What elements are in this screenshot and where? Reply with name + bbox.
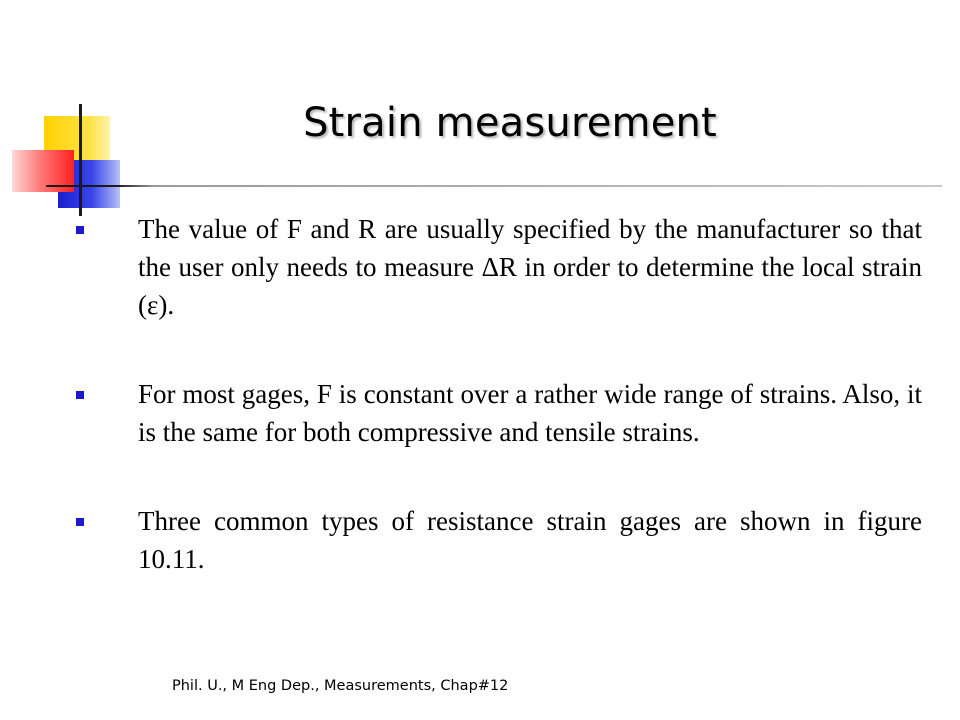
slide-title: Strain measurement — [303, 100, 717, 146]
bullet-text: The value of F and R are usually specified by the manufacturer so that the user only needs to measure ΔR in order to determine the local strain (ε). — [138, 214, 922, 320]
bullet-marker-icon — [76, 226, 84, 234]
bullet-item — [76, 375, 922, 451]
vertical-rule — [79, 104, 82, 216]
bullet-list — [76, 210, 922, 578]
bullet-text: For most gages, F is constant over a rather wide range of strains. Also, it is the same for both compressive and tensile strains. — [138, 379, 922, 447]
bullet-item — [76, 502, 922, 578]
slide-footer: Phil. U., M Eng Dep., Measurements, Chap#12 — [172, 678, 509, 694]
title-underline-rule — [46, 185, 942, 187]
decorative-logo — [0, 0, 140, 220]
bullet-text: Three common types of resistance strain gages are shown in figure 10.11. — [138, 506, 922, 574]
bullet-marker-icon — [76, 391, 84, 399]
bullet-item — [76, 210, 922, 324]
bullet-marker-icon — [76, 518, 84, 526]
